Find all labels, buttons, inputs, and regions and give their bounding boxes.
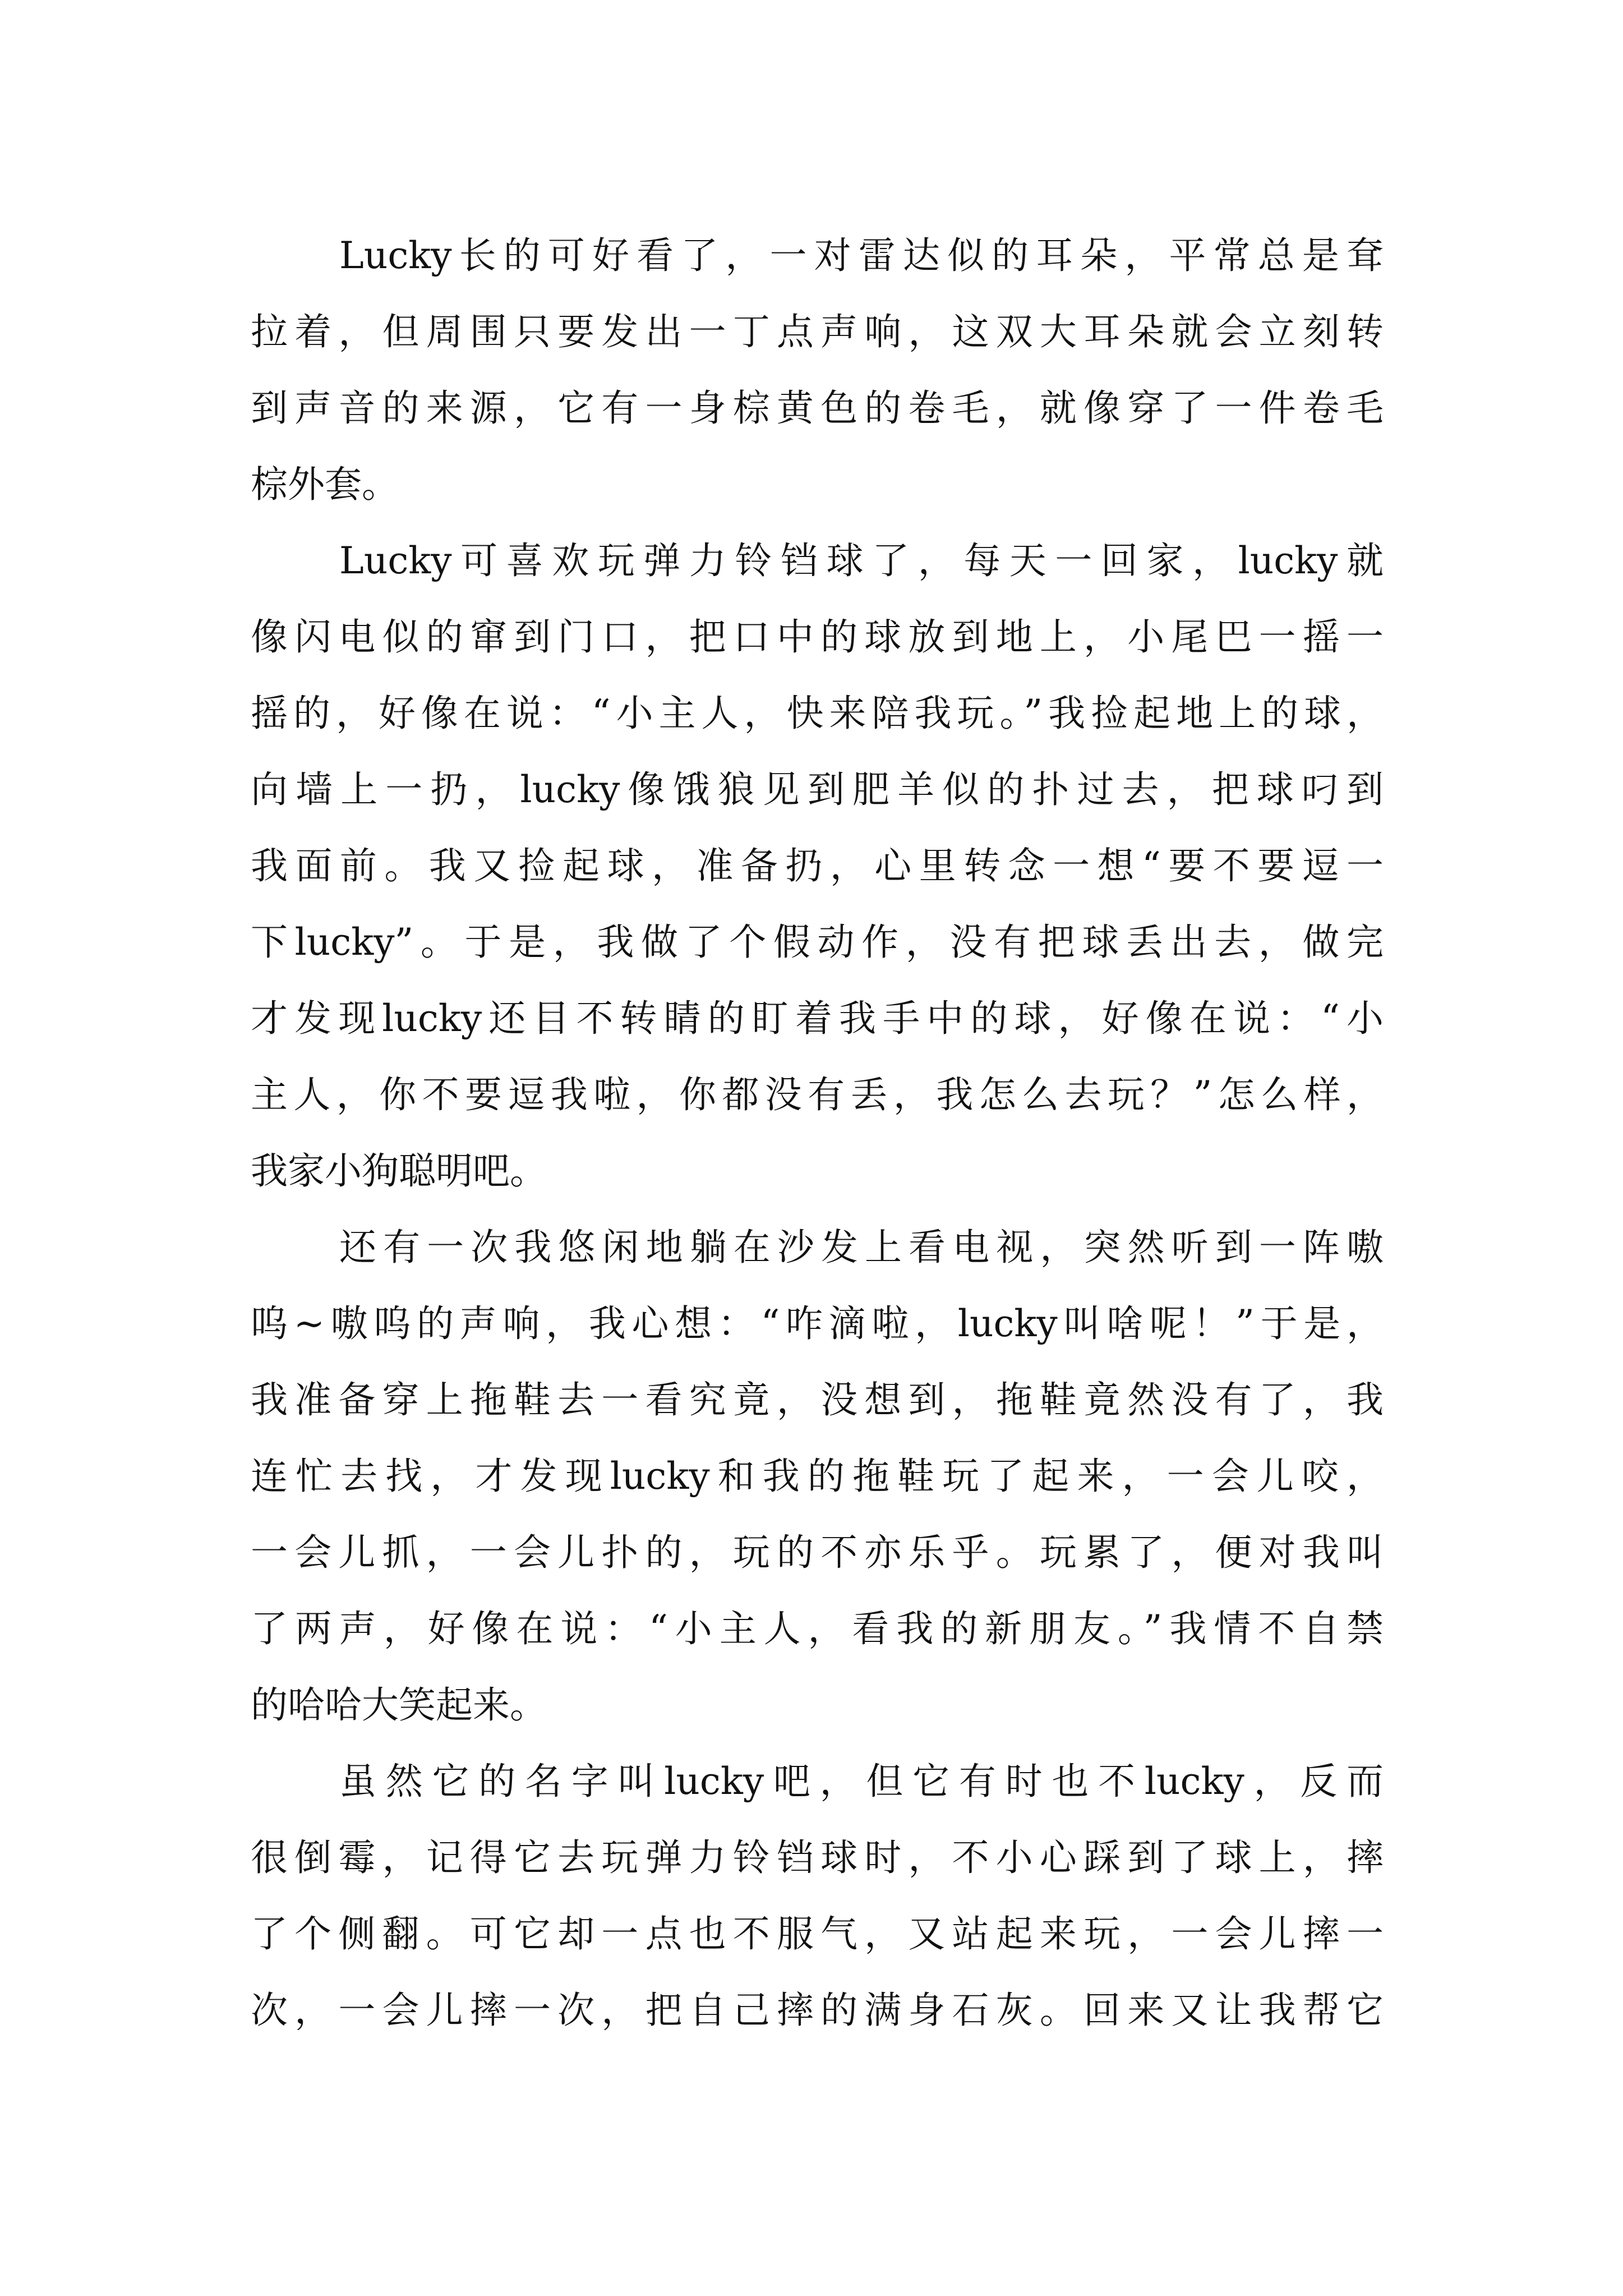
paragraph-3-line-4: 连忙去找，才发现lucky和我的拖鞋玩了起来，一会儿咬， bbox=[251, 1455, 1384, 1498]
paragraph-4-line-3: 了个侧翻。可它却一点也不服气，又站起来玩，一会儿摔一 bbox=[251, 1912, 1384, 1955]
paragraph-3-line-5: 一会儿抓，一会儿扑的，玩的不亦乐乎。玩累了，便对我叫 bbox=[251, 1531, 1384, 1574]
paragraph-2-line-8: 主人，你不要逗我啦，你都没有丢，我怎么去玩？”怎么样， bbox=[251, 1073, 1384, 1116]
paragraph-3-line-7: 的哈哈大笑起来。 bbox=[251, 1683, 547, 1727]
paragraph-4-line-2: 很倒霉，记得它去玩弹力铃铛球时，不小心踩到了球上，摔 bbox=[251, 1836, 1384, 1879]
paragraph-4-line-4: 次，一会儿摔一次，把自己摔的满身石灰。回来又让我帮它 bbox=[251, 1989, 1384, 2032]
paragraph-2-line-2: 像闪电似的窜到门口，把口中的球放到地上，小尾巴一摇一 bbox=[251, 615, 1384, 659]
paragraph-3-line-2: 呜~嗷呜的声响，我心想：“咋滴啦，lucky叫啥呢！”于是， bbox=[251, 1302, 1384, 1345]
paragraph-4-line-1: 虽然它的名字叫lucky吧，但它有时也不lucky，反而 bbox=[339, 1760, 1384, 1803]
paragraph-2-line-9: 我家小狗聪明吧。 bbox=[251, 1149, 547, 1193]
paragraph-3-line-6: 了两声，好像在说：“小主人，看我的新朋友。”我情不自禁 bbox=[251, 1607, 1384, 1650]
paragraph-2-line-6: 下lucky”。于是，我做了个假动作，没有把球丢出去，做完 bbox=[251, 921, 1384, 964]
paragraph-2-line-5: 我面前。我又捡起球，准备扔，心里转念一想“要不要逗一 bbox=[251, 844, 1384, 887]
paragraph-2-line-1: Lucky可喜欢玩弹力铃铛球了，每天一回家，lucky就 bbox=[339, 539, 1384, 582]
paragraph-2-line-4: 向墙上一扔，lucky像饿狼见到肥羊似的扑过去，把球叼到 bbox=[251, 768, 1384, 811]
paragraph-1-line-4: 棕外套。 bbox=[251, 463, 399, 506]
paragraph-1-line-1: Lucky长的可好看了，一对雷达似的耳朵，平常总是耷 bbox=[339, 234, 1384, 277]
paragraph-2-line-7: 才发现lucky还目不转睛的盯着我手中的球，好像在说：“小 bbox=[251, 997, 1384, 1040]
paragraph-1-line-3: 到声音的来源，它有一身棕黄色的卷毛，就像穿了一件卷毛 bbox=[251, 386, 1384, 430]
body-text bbox=[251, 218, 1384, 2049]
paragraph-3-line-1: 还有一次我悠闲地躺在沙发上看电视，突然听到一阵嗷 bbox=[339, 1226, 1384, 1269]
paragraph-2-line-3: 摇的，好像在说：“小主人，快来陪我玩。”我捡起地上的球， bbox=[251, 692, 1384, 735]
paragraph-3-line-3: 我准备穿上拖鞋去一看究竟，没想到，拖鞋竟然没有了，我 bbox=[251, 1378, 1384, 1421]
paragraph-1-line-2: 拉着，但周围只要发出一丁点声响，这双大耳朵就会立刻转 bbox=[251, 310, 1384, 353]
